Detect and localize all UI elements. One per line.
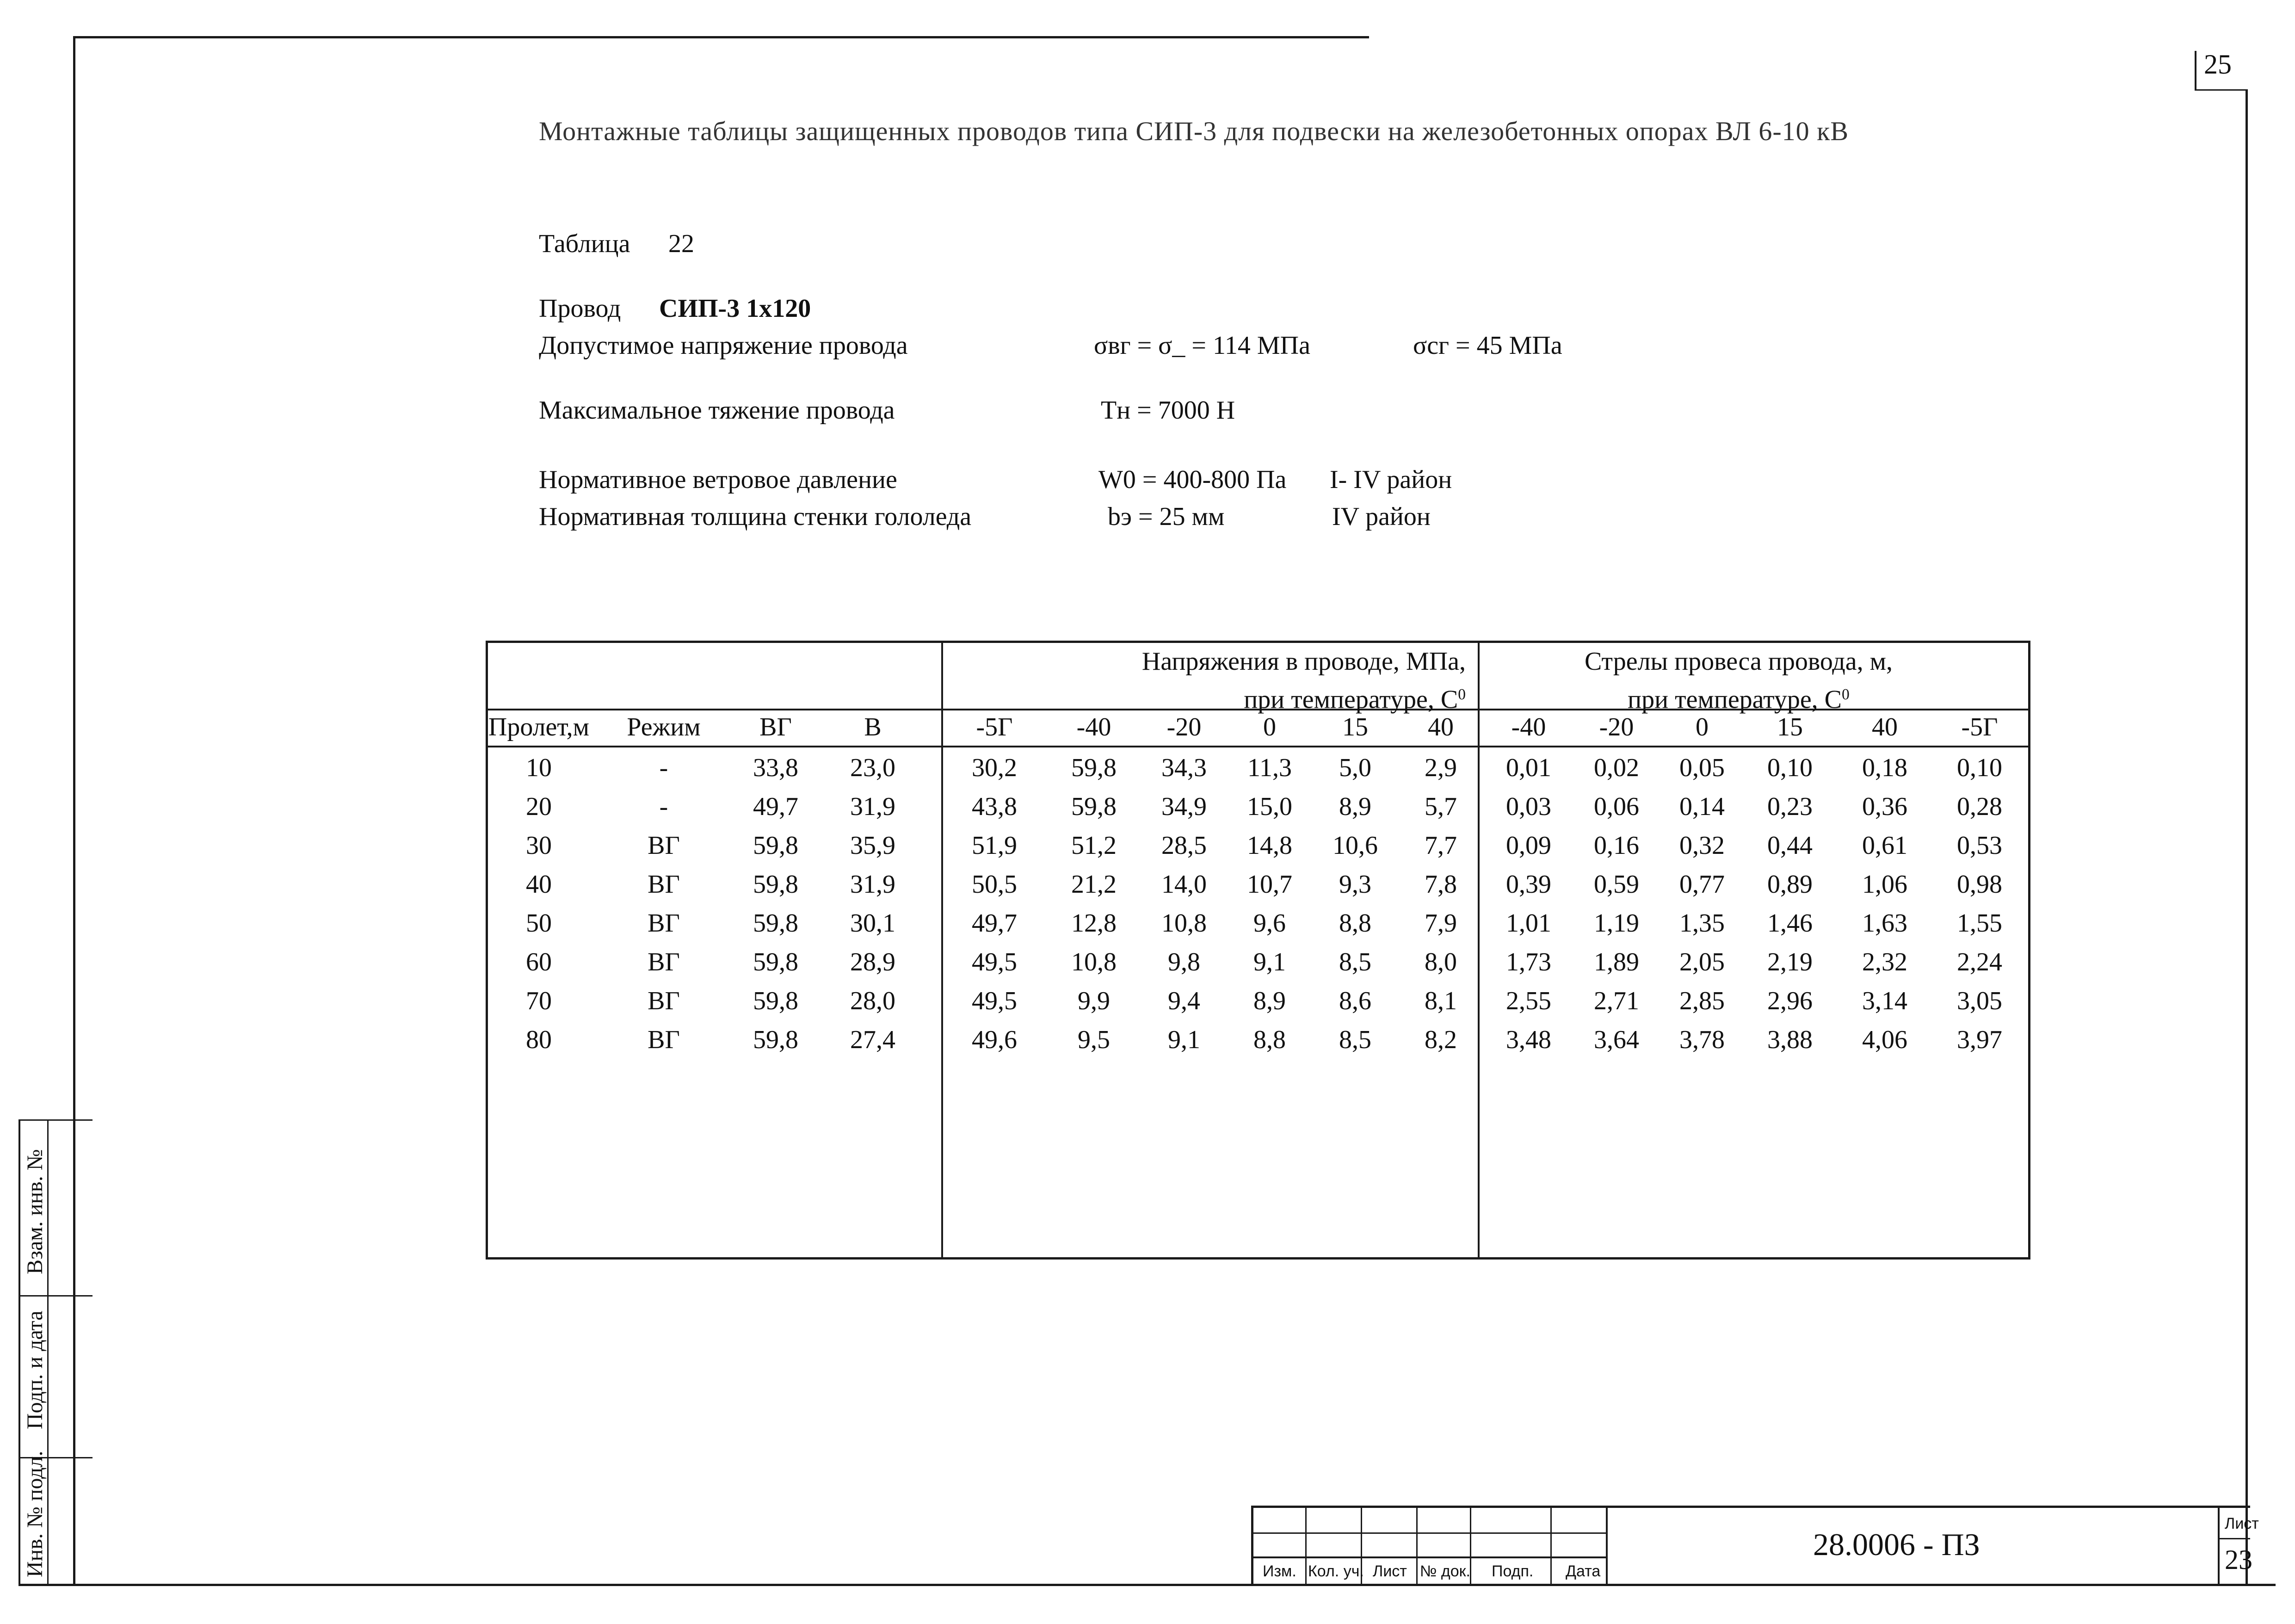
table-cell: 3,64 — [1594, 1025, 1639, 1054]
table-cell: 8,6 — [1339, 987, 1371, 1015]
tb-h1 — [1251, 1532, 1607, 1534]
tb-top — [1251, 1506, 2250, 1508]
wire-value: СИП-3 1х120 — [659, 294, 811, 323]
table-cell: 12,8 — [1071, 909, 1117, 938]
tb-v1 — [1305, 1506, 1307, 1585]
table-cell: 21,2 — [1071, 870, 1117, 899]
table-cell: 30 — [526, 831, 552, 860]
column-header: -40 — [1076, 713, 1111, 741]
frame-top — [74, 36, 1369, 38]
column-header: 0 — [1263, 713, 1276, 741]
table-cell: 0,61 — [1862, 831, 1907, 860]
table-cell: 11,3 — [1247, 753, 1292, 782]
table-cell: 8,9 — [1339, 792, 1371, 821]
table-cell: 9,1 — [1168, 1025, 1200, 1054]
stress-header-line1: Напряжения в проводе, МПа, — [1141, 647, 1466, 676]
table-cell: 2,85 — [1679, 987, 1725, 1015]
table-cell: 0,98 — [1957, 870, 2002, 899]
tb-v6 — [1606, 1506, 1608, 1585]
sag-group-header — [1480, 645, 1998, 716]
table-cell: 0,77 — [1679, 870, 1725, 899]
table-cell: 4,06 — [1862, 1025, 1907, 1054]
table-cell: 3,48 — [1506, 1025, 1551, 1054]
side-stamp-div1 — [19, 1295, 93, 1297]
allowed-stress-label: Допустимое напряжение провода — [539, 331, 908, 360]
table-cell: 10 — [526, 753, 552, 782]
table-cell: 43,8 — [972, 792, 1017, 821]
table-cell: ВГ — [648, 1025, 680, 1054]
table-cell: 2,96 — [1767, 987, 1813, 1015]
table-cell: 0,10 — [1767, 753, 1813, 782]
table-cell: 2,9 — [1425, 753, 1457, 782]
table-cell: 49,5 — [972, 987, 1017, 1015]
column-header: Режим — [627, 713, 701, 741]
column-header: 40 — [1428, 713, 1454, 741]
table-cell: 34,9 — [1161, 792, 1207, 821]
tb-sheet-sep — [2218, 1538, 2250, 1539]
column-header: Пролет,м — [488, 713, 590, 741]
podp-date-label: Подп. и дата — [23, 1310, 47, 1429]
table-cell: 7,8 — [1425, 870, 1457, 899]
side-stamp-top — [19, 1119, 93, 1121]
table-cell: 0,03 — [1506, 792, 1551, 821]
table-cell: 28,9 — [850, 948, 895, 976]
inv-podl-label: Инв. № подл. — [23, 1451, 47, 1577]
table-cell: 9,9 — [1078, 987, 1110, 1015]
stress-degree-sup: 0 — [1458, 686, 1466, 703]
table-cell: 8,9 — [1253, 987, 1286, 1015]
table-cell: 28,0 — [850, 987, 895, 1015]
table-cell: - — [659, 792, 668, 821]
table-cell: 51,9 — [972, 831, 1017, 860]
table-cell: 50,5 — [972, 870, 1017, 899]
table-cell: 0,36 — [1862, 792, 1907, 821]
table-cell: 1,06 — [1862, 870, 1907, 899]
tb-v7 — [2218, 1506, 2220, 1585]
wind-region: I- IV район — [1330, 465, 1452, 494]
table-cell: 28,5 — [1161, 831, 1207, 860]
table-cell: ВГ — [648, 831, 680, 860]
table-cell: 0,06 — [1594, 792, 1639, 821]
table-cell: 60 — [526, 948, 552, 976]
column-header: ВГ — [759, 713, 792, 741]
table-cell: 7,9 — [1425, 909, 1457, 938]
table-cell: 5,7 — [1425, 792, 1457, 821]
ice-label: Нормативная толщина стенки гололеда — [539, 502, 972, 531]
max-tension-value: Тн = 7000 Н — [1101, 396, 1235, 425]
tb-v5 — [1550, 1506, 1552, 1585]
table-cell: 0,28 — [1957, 792, 2002, 821]
table-cell: 10,8 — [1071, 948, 1117, 976]
document-number: 28.0006 - ПЗ — [1813, 1527, 1980, 1562]
frame-bottom — [19, 1584, 2276, 1586]
max-tension-label: Максимальное тяжение провода — [539, 396, 895, 425]
sag-header-line1: Стрелы провеса провода, м, — [1584, 647, 1893, 676]
table-cell: ВГ — [648, 987, 680, 1015]
table-cell: 8,5 — [1339, 948, 1371, 976]
table-cell: 2,24 — [1957, 948, 2002, 976]
table-cell: 1,46 — [1767, 909, 1813, 938]
sag-tension-table — [486, 641, 2030, 1260]
table-cell: 3,05 — [1957, 987, 2002, 1015]
table-cell: 2,05 — [1679, 948, 1725, 976]
sheet-number: 23 — [2225, 1544, 2252, 1575]
table-cell: 8,2 — [1425, 1025, 1457, 1054]
table-cell: 49,7 — [972, 909, 1017, 938]
ice-value: bэ = 25 мм — [1108, 502, 1225, 531]
table-cell: 1,89 — [1594, 948, 1639, 976]
table-cell: 9,8 — [1168, 948, 1200, 976]
pageno-box-bottom — [2195, 89, 2248, 91]
table-cell: 9,3 — [1339, 870, 1371, 899]
tb-col-doc: № док. — [1420, 1562, 1470, 1580]
frame-right — [2246, 90, 2248, 1585]
table-cell: 59,8 — [753, 831, 798, 860]
sigma-vg: σвг = σ_ = 114 МПа — [1094, 331, 1310, 360]
column-header: В — [864, 713, 882, 741]
sigma-sg: σсг = 45 МПа — [1413, 331, 1562, 360]
table-cell: 10,7 — [1247, 870, 1292, 899]
table-number: 22 — [668, 229, 694, 258]
table-cell: 9,6 — [1253, 909, 1286, 938]
stress-group-header — [943, 645, 1466, 716]
table-cell: 34,3 — [1161, 753, 1207, 782]
column-header: -20 — [1166, 713, 1202, 741]
table-cell: 0,39 — [1506, 870, 1551, 899]
stress-header-line2 — [943, 678, 1466, 716]
tb-col-izm: Изм. — [1263, 1562, 1296, 1580]
table-cell: 1,63 — [1862, 909, 1907, 938]
table-cell: 1,19 — [1594, 909, 1639, 938]
sheet-label: Лист — [2225, 1515, 2259, 1532]
wire-label: Провод — [539, 294, 621, 323]
table-cell: 9,5 — [1078, 1025, 1110, 1054]
table-cell: 2,19 — [1767, 948, 1813, 976]
side-stamp-left — [19, 1119, 20, 1585]
table-cell: 0,44 — [1767, 831, 1813, 860]
table-cell: 8,1 — [1425, 987, 1457, 1015]
column-header: -5Г — [1961, 713, 1998, 741]
wind-label: Нормативное ветровое давление — [539, 465, 897, 494]
tb-col-kol: Кол. уч. — [1308, 1562, 1364, 1580]
column-header: 0 — [1696, 713, 1709, 741]
table-cell: 3,88 — [1767, 1025, 1813, 1054]
table-cell: 50 — [526, 909, 552, 938]
table-cell: 1,01 — [1506, 909, 1551, 938]
table-cell: 14,0 — [1161, 870, 1207, 899]
document-title: Монтажные таблицы защищенных проводов типа СИП-3 для подвески на железобетонных опорах ВЛ 6-10 кВ — [539, 116, 1849, 146]
table-cell: 8,5 — [1339, 1025, 1371, 1054]
table-cell: 1,55 — [1957, 909, 2002, 938]
table-cell: 80 — [526, 1025, 552, 1054]
column-header: 15 — [1342, 713, 1368, 741]
column-header: -5Г — [976, 713, 1013, 741]
frame-left — [73, 36, 75, 1586]
table-cell: 8,8 — [1339, 909, 1371, 938]
table-cell: 14,8 — [1247, 831, 1292, 860]
table-cell: 1,35 — [1679, 909, 1725, 938]
table-cell: 20 — [526, 792, 552, 821]
table-cell: 23,0 — [850, 753, 895, 782]
tb-h2 — [1251, 1556, 1607, 1558]
table-cell: 0,23 — [1767, 792, 1813, 821]
table-cell: 0,05 — [1679, 753, 1725, 782]
table-cell: 0,53 — [1957, 831, 2002, 860]
tb-col-podp: Подп. — [1492, 1562, 1534, 1580]
vzam-inv-label: Взам. инв. № — [23, 1149, 47, 1274]
table-cell: 59,8 — [753, 1025, 798, 1054]
column-header: 40 — [1872, 713, 1898, 741]
table-cell: 3,14 — [1862, 987, 1907, 1015]
column-header: -20 — [1599, 713, 1634, 741]
table-cell: ВГ — [648, 909, 680, 938]
table-cell: 59,8 — [753, 948, 798, 976]
table-cell: 15,0 — [1247, 792, 1292, 821]
pageno-box-left — [2195, 51, 2196, 90]
table-cell: 33,8 — [753, 753, 798, 782]
tb-v3 — [1416, 1506, 1418, 1585]
table-cell: 8,8 — [1253, 1025, 1286, 1054]
table-cell: ВГ — [648, 948, 680, 976]
table-cell: 0,01 — [1506, 753, 1551, 782]
sag-header-text: при температуре, С — [1628, 685, 1842, 714]
table-cell: 0,02 — [1594, 753, 1639, 782]
table-cell: 2,71 — [1594, 987, 1639, 1015]
table-cell: ВГ — [648, 870, 680, 899]
table-cell: - — [659, 753, 668, 782]
table-cell: 10,8 — [1161, 909, 1207, 938]
table-cell: 27,4 — [850, 1025, 895, 1054]
table-cell: 30,1 — [850, 909, 895, 938]
table-cell: 0,18 — [1862, 753, 1907, 782]
column-header: 15 — [1777, 713, 1803, 741]
table-cell: 70 — [526, 987, 552, 1015]
table-cell: 8,0 — [1425, 948, 1457, 976]
column-header: -40 — [1511, 713, 1546, 741]
table-cell: 59,8 — [1071, 753, 1117, 782]
table-cell: 59,8 — [1071, 792, 1117, 821]
table-cell: 35,9 — [850, 831, 895, 860]
table-cell: 31,9 — [850, 792, 895, 821]
table-cell: 3,78 — [1679, 1025, 1725, 1054]
table-cell: 7,7 — [1425, 831, 1457, 860]
table-cell: 0,89 — [1767, 870, 1813, 899]
sag-degree-sup: 0 — [1842, 686, 1850, 703]
table-cell: 1,73 — [1506, 948, 1551, 976]
table-cell: 0,16 — [1594, 831, 1639, 860]
table-cell: 31,9 — [850, 870, 895, 899]
stress-header-text: при температуре, С — [1244, 685, 1458, 714]
table-cell: 59,8 — [753, 987, 798, 1015]
table-cell: 0,09 — [1506, 831, 1551, 860]
table-cell: 3,97 — [1957, 1025, 2002, 1054]
table-cell: 0,32 — [1679, 831, 1725, 860]
wind-value: W0 = 400-800 Па — [1098, 465, 1287, 494]
table-cell: 49,7 — [753, 792, 798, 821]
table-cell: 59,8 — [753, 870, 798, 899]
table-cell: 0,14 — [1679, 792, 1725, 821]
tb-col-list: Лист — [1373, 1562, 1407, 1580]
table-cell: 49,6 — [972, 1025, 1017, 1054]
table-cell: 2,55 — [1506, 987, 1551, 1015]
table-cell: 5,0 — [1339, 753, 1371, 782]
header-sep-2 — [488, 746, 2028, 747]
sag-header-line2 — [1480, 678, 1998, 716]
table-cell: 2,32 — [1862, 948, 1907, 976]
table-cell: 40 — [526, 870, 552, 899]
table-cell: 59,8 — [753, 909, 798, 938]
tb-col-date: Дата — [1566, 1562, 1601, 1580]
table-cell: 10,6 — [1333, 831, 1378, 860]
table-cell: 30,2 — [972, 753, 1017, 782]
table-cell: 0,59 — [1594, 870, 1639, 899]
table-cell: 9,4 — [1168, 987, 1200, 1015]
table-label: Таблица — [539, 229, 630, 258]
page-number: 25 — [2204, 49, 2232, 80]
tb-left — [1251, 1506, 1253, 1585]
ice-region: IV район — [1332, 502, 1431, 531]
table-cell: 51,2 — [1071, 831, 1117, 860]
table-cell: 0,10 — [1957, 753, 2002, 782]
table-cell: 9,1 — [1253, 948, 1286, 976]
table-cell: 49,5 — [972, 948, 1017, 976]
